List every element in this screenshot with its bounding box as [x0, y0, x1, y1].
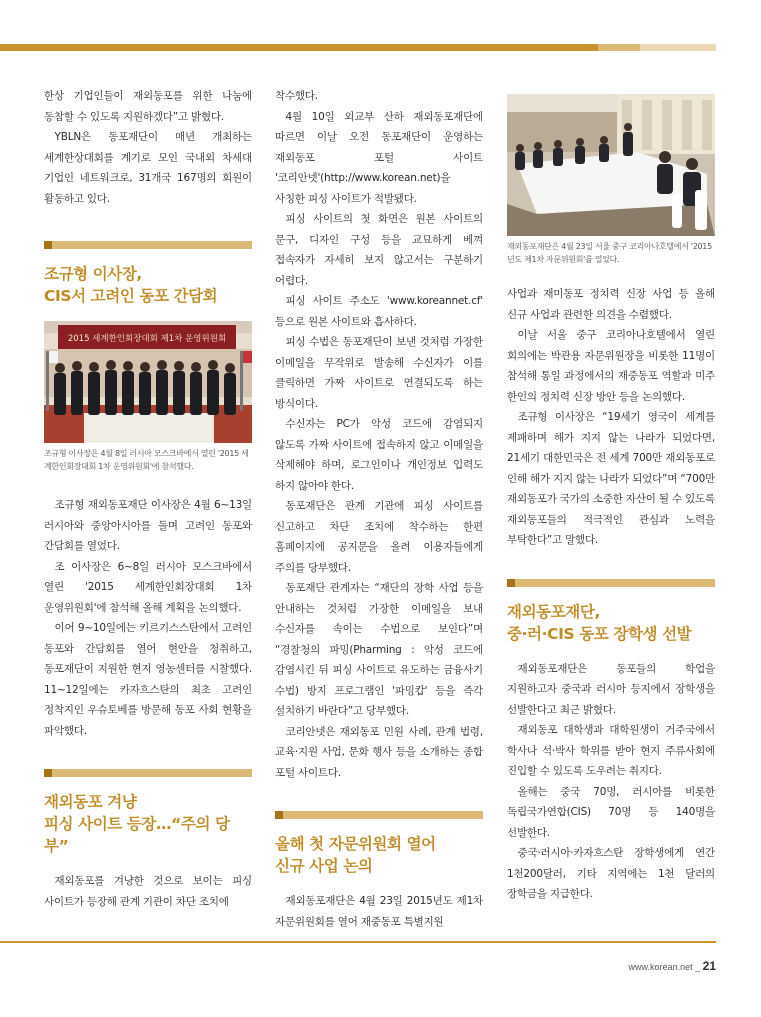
paragraph: 재외동포 대학생과 대학원생이 거주국에서 학사나 석·박사 학위를 받아 현지 주류사회에 진입할 수 있도록 도우려는 취지다. [507, 724, 715, 777]
top-bar-segment-light [640, 44, 716, 51]
top-bar-segment-dark [0, 44, 598, 51]
paragraph: 4월 10일 외교부 산하 재외동포재단에 따르면 이날 오전 동포재단이 운영하는 재외동포 포털 사이트 '코리안넷'(http://www.korean.net)을 사칭한 피싱 사이트가 적발됐다. [275, 110, 483, 205]
paragraph: 재외동포재단은 4월 23일 2015년도 제1차 자문위원회를 열어 재중동포 특별지원 [275, 895, 483, 928]
paragraph: 올해는 중국 70명, 러시아를 비롯한 독립국가연합(CIS) 70명 등 140명을 선발한다. [507, 785, 715, 839]
section-title-cis-meeting: 조규형 이사장, CIS서 고려인 동포 간담회 [44, 265, 218, 305]
bottom-rule [0, 941, 716, 943]
paragraph: 코리안넷은 재외동포 민원 사례, 관계 법령, 교육·지원 사업, 문화 행사 등을 소개하는 종합 포털 사이트다. [275, 725, 483, 779]
paragraph: 한상 기업인들이 재외동포를 위한 나눔에 동참할 수 있도록 지원하겠다”고 밝혔다. [44, 90, 252, 123]
top-color-bar [0, 44, 761, 51]
paragraph: 재외동포재단은 동포들의 학업을 지원하고자 중국과 러시아 등지에서 장학생을 선발한다고 최근 밝혔다. [507, 662, 715, 716]
photo-banner-text: 2015 세계한인회장대회 제1차 운영위원회 [67, 334, 227, 344]
photo-cis-meeting [44, 321, 252, 443]
section-rule [44, 241, 252, 249]
photo-caption: 재외동포재단은 4월 23일 서울 중구 코리아나호텔에서 '2015년도 제1차 자문위원회'를 열었다. [507, 242, 712, 264]
section-title-phishing: 재외동포 겨냥 피싱 사이트 등장…“주의 당부” [44, 793, 230, 855]
section-rule [507, 579, 715, 587]
paragraph: 이날 서울 중구 코리아나호텔에서 열린 회의에는 박관용 자문위원장을 비롯한 11명이 참석해 통일 과정에서의 재중동포 역할과 미주 한인의 정치력 신장 방안 등을 논의했다. [507, 329, 715, 403]
paragraph: 조 이사장은 6~8일 러시아 모스크바에서 열린 '2015 세계한인회장대회 1차 운영위원회'에 참석해 올해 계획을 논의했다. [44, 560, 252, 614]
section-rule [44, 769, 252, 777]
paragraph: YBLN은 동포재단이 매년 개최하는 세계한상대회를 계기로 모인 국내외 차세대 기업인 네트워크로, 31개국 167명의 회원이 활동하고 있다. [44, 131, 252, 205]
paragraph: 피싱 사이트의 첫 화면은 원본 사이트의 문구, 디자인 구성 등을 교묘하게 베껴 접속자가 자세히 보지 않고서는 구분하기 어렵다. [275, 213, 483, 287]
page-number: 21 [702, 959, 716, 973]
paragraph: 재외동포를 겨냥한 것으로 보이는 피싱 사이트가 등장해 관계 기관이 차단 조치에 [44, 875, 252, 908]
paragraph: 조규형 재외동포재단 이사장은 4월 6~13일 러시아와 중앙아시아를 돌며 고려인 동포와 간담회를 열었다. [44, 499, 252, 552]
paragraph: 동포재단은 관계 기관에 피싱 사이트를 신고하고 차단 조치에 착수하는 한편 홈페이지에 공지문을 올려 이용자들에게 주의를 당부했다. [275, 500, 483, 574]
paragraph: 피싱 수법은 동포재단이 보낸 것처럼 가장한 이메일을 무작위로 발송해 수신자가 이를 클릭하면 가짜 사이트로 연결되도록 하는 방식이다. [275, 336, 483, 410]
page-footer [629, 959, 716, 973]
paragraph: 사업과 재미동포 정치력 신장 사업 등 올해 신규 사업과 관련한 의견을 수렴했다. [507, 288, 715, 321]
photo-caption: 조규형 이사장은 4월 8일 러시아 모스크바에서 열린 '2015 세계한인회장대회 1차 운영위원회'에 참석했다. [44, 449, 249, 471]
column-3 [507, 94, 715, 905]
section-title-scholarship: 재외동포재단, 중·러·CIS 동포 장학생 선발 [507, 602, 692, 643]
column-2 [275, 86, 483, 932]
paragraph: 피싱 사이트 주소도 'www.koreannet.cf' 등으로 원본 사이트와 흡사하다. [275, 295, 483, 328]
footer-separator: _ [695, 962, 701, 972]
section-title-advisory-committee: 올해 첫 자문위원회 열어 신규 사업 논의 [275, 835, 436, 875]
paragraph: 동포재단 관계자는 “재단의 장학 사업 등을 안내하는 것처럼 가장한 이메일을 보내 수신자를 속이는 수법으로 보인다”며 “경찰청의 파밍(Pharming : 악성 코드에 감염시킨 뒤 피싱 사이트로 유도하는 금융사기 수법) 방지 프로그램인 '파밍캅' 등을 즉각 설치하기 바란다”고 당부했다. [275, 582, 483, 717]
column-1 [44, 86, 252, 912]
section-rule [275, 811, 483, 819]
paragraph: 조규형 이사장은 “19세기 영국이 세계를 제패하며 해가 지지 않는 나라가 되었다면, 21세기 대한민국은 전 세계 700만 재외동포로 인해 해가 지지 않는 나라가 되었다”며 “700만 재외동포가 국가의 소중한 자산이 될 수 있도록 재외동포들의 적극적인 관심과 노력을 부탁한다”고 말했다. [507, 411, 715, 546]
footer-url: www.korean.net [628, 962, 693, 972]
paragraph: 중국·러시아·카자흐스탄 장학생에게 연간 1천200달러, 기타 지역에는 1천 달러의 장학금을 지급한다. [507, 847, 715, 900]
paragraph: 이어 9~10일에는 키르기스스탄에서 고려인 동포와 간담회를 열어 현안을 청취하고, 동포재단이 지원한 현지 영농센터를 시찰했다. 11~12일에는 카자흐스탄의 최초 고려인 정착지인 우슈토베를 방문해 동포 사회 현황을 파악했다. [44, 622, 252, 737]
top-bar-segment-mid [598, 44, 640, 51]
paragraph: 수신자는 PC가 악성 코드에 감염되지 않도록 가짜 사이트에 접속하지 않고 이메일을 삭제해야 하며, 로그인이나 개인정보 입력도 하지 않아야 한다. [275, 418, 483, 492]
photo-advisory-meeting [507, 94, 715, 236]
paragraph: 착수했다. [275, 90, 318, 102]
